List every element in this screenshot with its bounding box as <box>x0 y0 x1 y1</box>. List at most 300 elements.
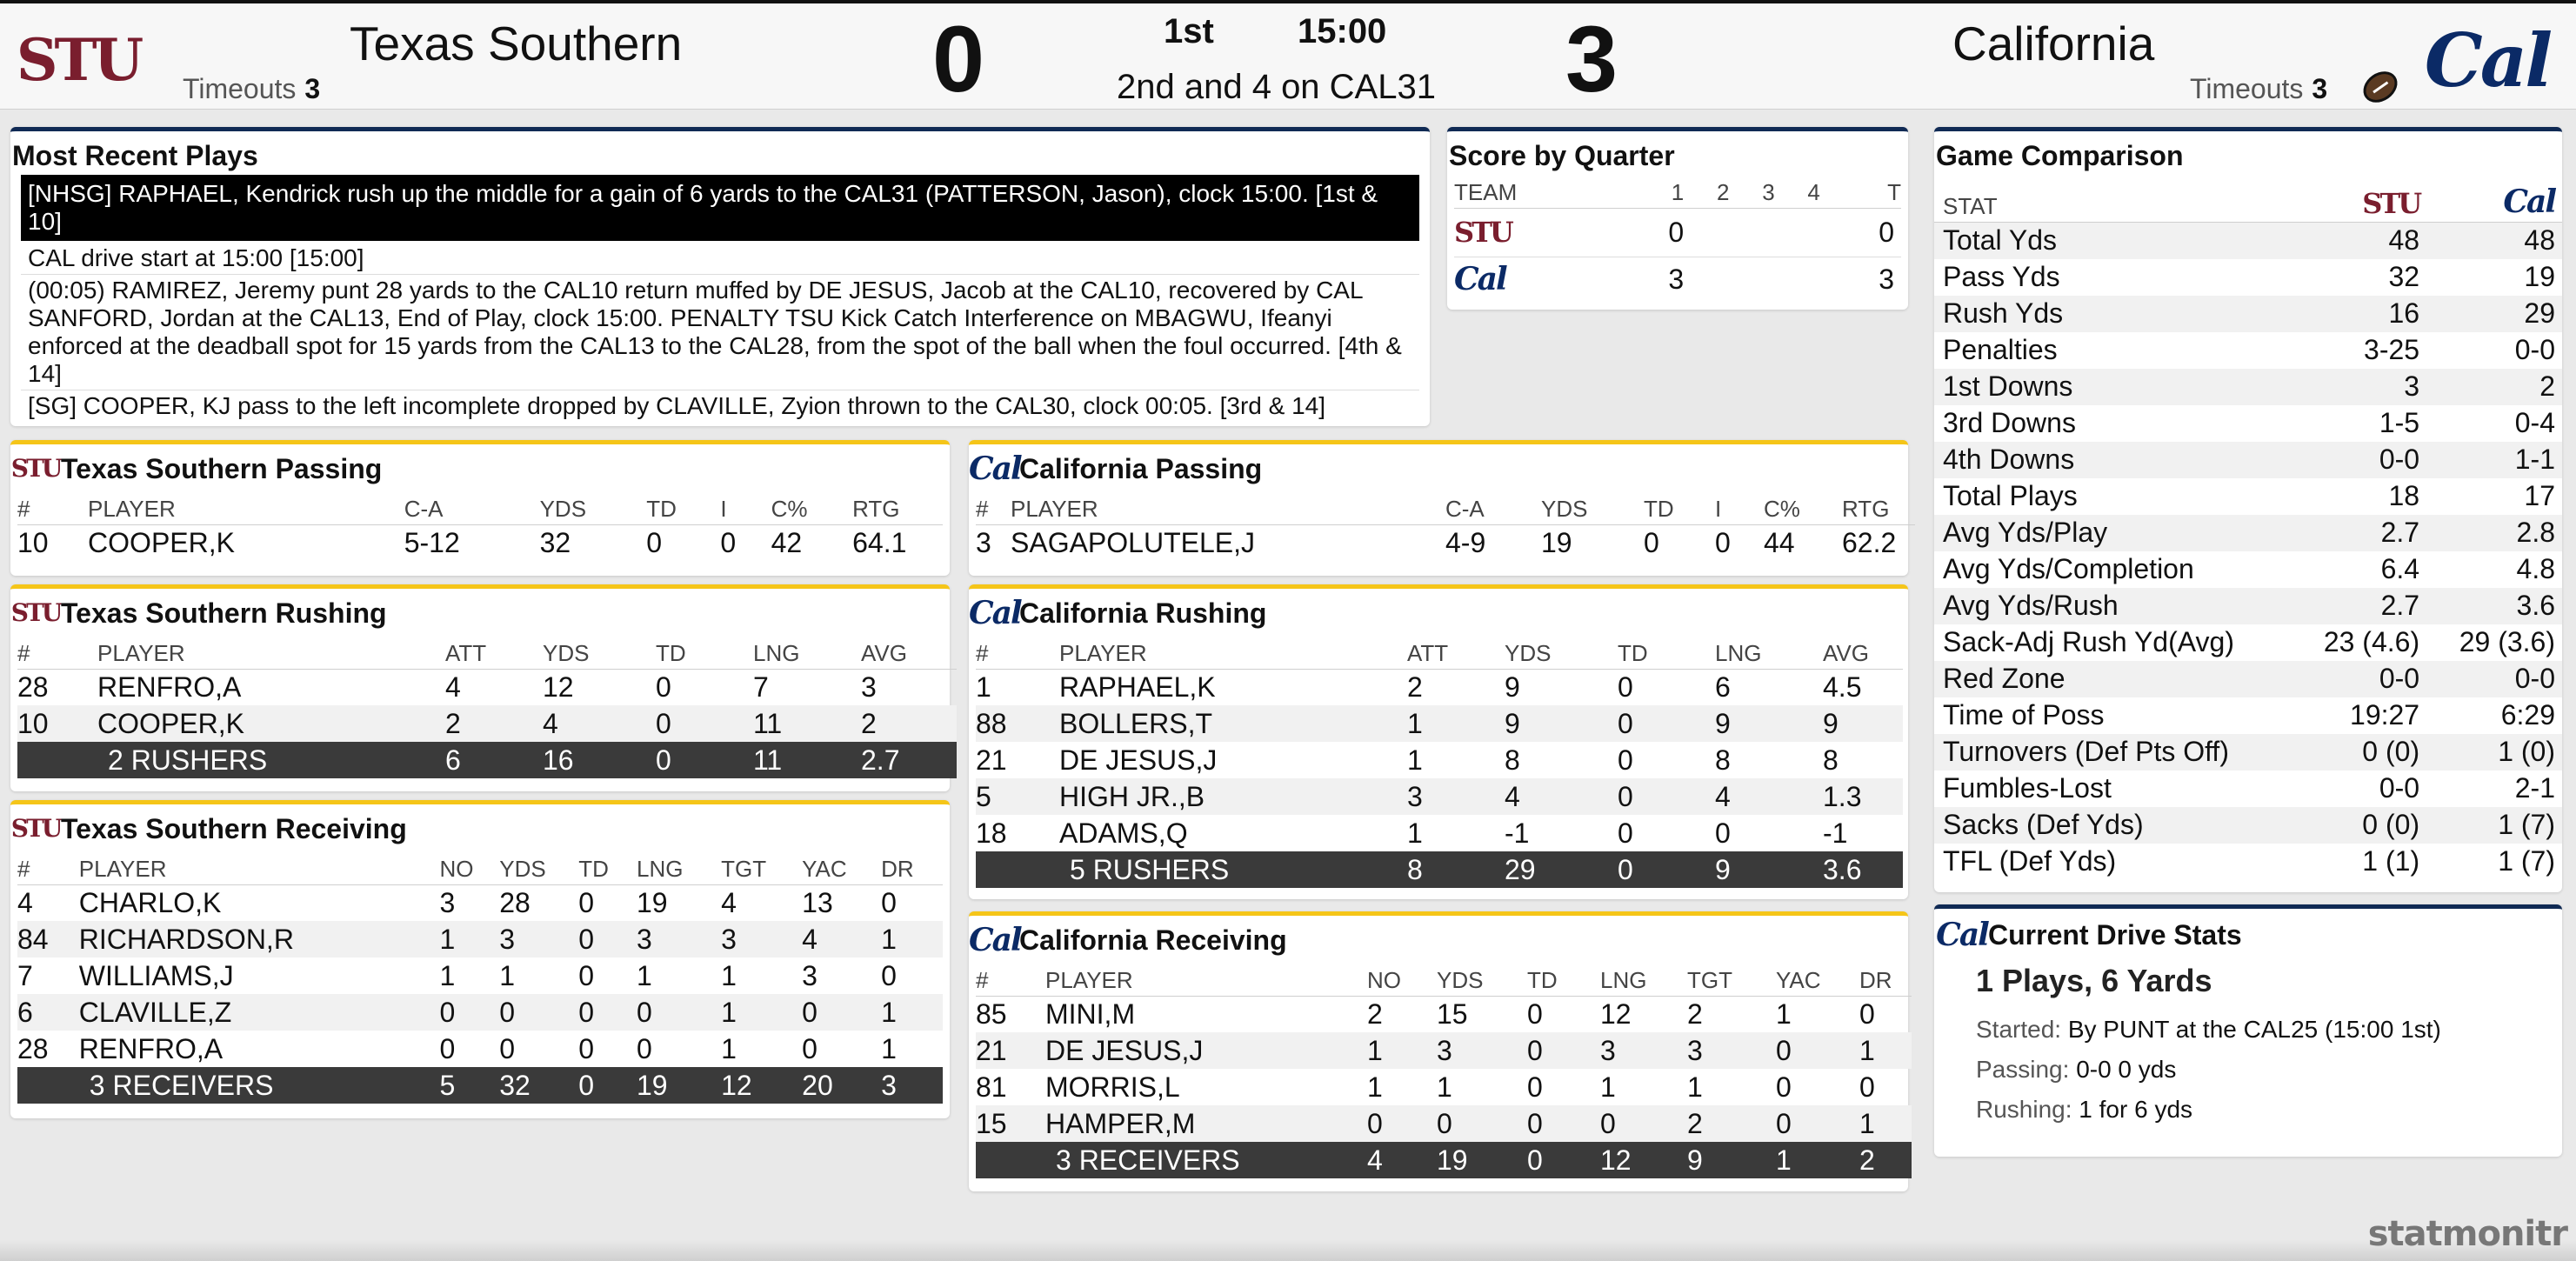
statmonitr-logo: statmonitr <box>2367 1214 2567 1254</box>
col-header: I <box>1715 491 1764 524</box>
comparison-row <box>1934 697 2562 734</box>
table-row[interactable] <box>17 705 957 742</box>
col-header: TGT <box>1687 963 1776 996</box>
texas-southern-rushing-panel <box>10 584 950 791</box>
panel-title-text: Texas Southern Passing <box>61 453 383 484</box>
table-row[interactable] <box>976 778 1903 815</box>
stat-cell: 4 <box>17 886 33 918</box>
stat-cell: 3 <box>721 921 802 957</box>
game-comparison-panel <box>1934 127 2562 892</box>
stat-cell: 8 <box>1823 744 1839 776</box>
california-receiving-panel <box>969 911 1908 1191</box>
totals-cell: 2 <box>1859 1142 1912 1178</box>
panel-title <box>969 594 1908 632</box>
texas-southern-passing-panel <box>10 440 950 576</box>
stat-cell: 3 <box>439 886 456 918</box>
stat-label: Penalties <box>1943 334 2058 365</box>
stat-cell: 7 <box>17 959 33 991</box>
q4-score <box>1775 208 1820 257</box>
score-by-quarter-panel <box>1447 127 1908 310</box>
stat-cell: 0 <box>1527 1032 1600 1069</box>
col-header: YDS <box>540 491 647 524</box>
col-header: PLAYER <box>88 491 404 524</box>
stat-cell: 1 <box>1859 1105 1912 1142</box>
col-header: T <box>1820 175 1901 208</box>
stat-cell: 1 <box>1407 817 1423 849</box>
col-header: RTG <box>852 491 943 524</box>
player-name: RENFRO,A <box>97 671 242 703</box>
comparison-row <box>1934 734 2562 771</box>
totals-cell <box>17 1067 79 1104</box>
stat-cell: 0 <box>1618 671 1633 703</box>
stat-cell: 8 <box>1505 744 1520 776</box>
stat-cell: 3 <box>861 671 877 703</box>
stat-cell: 0 <box>656 671 671 703</box>
totals-cell: 12 <box>721 1067 802 1104</box>
comparison-row <box>1934 259 2562 296</box>
col-header: YDS <box>499 851 578 884</box>
col-header: STAT <box>1934 183 2299 223</box>
stat-cell: 64.1 <box>852 526 907 558</box>
play-item[interactable]: CAL drive start at 15:00 [15:00] <box>21 243 1419 275</box>
col-header: 1 <box>1628 175 1684 208</box>
col-header: # <box>17 636 97 669</box>
play-item[interactable]: (00:05) RAMIREZ, Jeremy punt 28 yards to the CAL10 return muffed by DE JESUS, Jacob at the CAL10, recovered by CAL SANFORD, Jordan at the CAL13, End of Play, clock 15:00. PENALTY TSU Kick Catch Interference on MBAGWU, Ifeanyi enforced at the deadball spot for 15 yards from the CAL13 to the CAL28, from the spot of the ball when the foul occurred. [4th & 14] <box>21 275 1419 390</box>
texas-southern-logo: STU <box>10 454 61 483</box>
stat-label: 4th Downs <box>1934 442 2299 478</box>
scoreboard-header <box>0 0 2576 110</box>
stat-cell: 9 <box>1505 705 1618 742</box>
home-stat-value: 1 (1) <box>2362 845 2420 877</box>
player-name: WILLIAMS,J <box>78 959 234 991</box>
away-stat-value: 1-1 <box>2437 442 2562 478</box>
stat-cell: 0 <box>1715 526 1731 558</box>
away-stat-value: 19 <box>2524 261 2555 292</box>
col-header: PLAYER <box>1011 491 1445 524</box>
stat-cell: 3 <box>976 526 991 558</box>
player-name: RICHARDSON,R <box>79 921 440 957</box>
total-score: 0 <box>1879 216 1894 248</box>
stat-cell: 3 <box>1687 1032 1776 1069</box>
california-passing-panel <box>969 440 1908 576</box>
col-header: YAC <box>802 851 881 884</box>
stat-cell: 5 <box>976 778 1059 815</box>
player-name: DE JESUS,J <box>1059 744 1218 776</box>
stat-cell: 10 <box>17 526 49 558</box>
comparison-row <box>1934 442 2562 478</box>
q2-score <box>1684 208 1729 257</box>
stat-cell: 0 <box>646 526 662 558</box>
home-stat-value: 18 <box>2388 480 2420 511</box>
texas-southern-logo: STU <box>16 26 141 94</box>
col-header: C-A <box>1445 491 1541 524</box>
stat-label: Sack-Adj Rush Yd(Avg) <box>1943 626 2234 657</box>
totals-cell: 0 <box>1527 1142 1600 1178</box>
comparison-row <box>1934 515 2562 551</box>
totals-cell: 2.7 <box>861 742 957 778</box>
totals-cell <box>17 742 97 778</box>
stat-cell: 62.2 <box>1842 526 1897 558</box>
texas-southern-logo: STU <box>2362 187 2420 220</box>
game-clock: 15:00 <box>1298 12 1387 50</box>
stat-cell: 84 <box>17 921 79 957</box>
table-row[interactable] <box>976 1032 1912 1069</box>
player-name: ADAMS,Q <box>1059 817 1188 849</box>
texas-southern-receiving-panel <box>10 800 950 1118</box>
stat-cell: 0 <box>656 705 753 742</box>
table-row[interactable] <box>17 921 943 957</box>
away-score: 3 <box>1565 6 1618 111</box>
stat-cell: 19 <box>637 886 668 918</box>
col-header: LNG <box>1715 636 1823 669</box>
table-row[interactable] <box>17 994 943 1031</box>
totals-cell: 0 <box>656 742 753 778</box>
panel-title: Score by Quarter <box>1449 140 1675 171</box>
stat-cell: 1 <box>881 921 943 957</box>
col-header: PLAYER <box>1045 963 1367 996</box>
col-header: # <box>976 491 1011 524</box>
table-row[interactable] <box>976 1105 1912 1142</box>
game-period: 1st <box>1164 12 1214 50</box>
stat-cell: 1 <box>1367 1071 1383 1103</box>
totals-label: 3 RECEIVERS <box>1045 1142 1367 1178</box>
stat-cell: 0 <box>1859 997 1875 1030</box>
stat-cell: 5-12 <box>404 526 460 558</box>
stat-cell: -1 <box>1823 817 1848 849</box>
stat-cell: 0 <box>439 1032 456 1064</box>
col-header: TD <box>1618 636 1715 669</box>
stat-cell: 0 <box>1600 1105 1687 1142</box>
stat-cell: 9 <box>1823 705 1903 742</box>
table-row[interactable] <box>976 669 1903 705</box>
table-row[interactable] <box>976 996 1912 1032</box>
stat-cell: 3 <box>499 921 578 957</box>
stat-cell: 0 <box>1527 1071 1543 1103</box>
score-by-quarter-table <box>1454 175 1901 302</box>
totals-cell: 12 <box>1600 1142 1687 1178</box>
away-stat-value: 3.6 <box>2437 588 2562 624</box>
texas-southern-logo: STU <box>10 598 61 627</box>
stat-cell: 81 <box>976 1071 1007 1103</box>
away-stat-value: 0-4 <box>2514 407 2555 438</box>
current-drive-panel <box>1934 904 2562 1157</box>
stat-cell: 0 <box>578 994 637 1031</box>
california-logo: Cal <box>969 922 1021 958</box>
table-row[interactable] <box>976 524 1915 561</box>
home-stat-value: 1-5 <box>2379 407 2420 438</box>
home-score: 0 <box>932 6 985 111</box>
panel-title-text: California Rushing <box>1019 597 1267 629</box>
away-stat-value: 2.8 <box>2437 515 2562 551</box>
stat-cell: 85 <box>976 997 1007 1030</box>
comparison-row <box>1934 332 2562 369</box>
table-row[interactable] <box>976 1069 1912 1105</box>
stat-cell: 2 <box>445 705 543 742</box>
col-header: 3 <box>1729 175 1774 208</box>
col-header: TD <box>1644 491 1715 524</box>
panel-title <box>969 921 1908 959</box>
stat-cell: 0 <box>1776 1105 1859 1142</box>
totals-row <box>976 851 1903 888</box>
home-stat-value: 0 (0) <box>2299 734 2437 771</box>
stat-cell: 0 <box>1715 817 1731 849</box>
totals-cell: 19 <box>1437 1142 1527 1178</box>
drive-title: Current Drive Stats <box>1988 919 2242 951</box>
col-header: PLAYER <box>79 851 440 884</box>
home-stat-value: 2.7 <box>2299 588 2437 624</box>
panel-title <box>1934 916 2562 954</box>
away-team-name: California <box>1952 17 2155 70</box>
totals-cell <box>976 851 1059 888</box>
stat-cell: 0 <box>637 1032 652 1064</box>
comparison-row <box>1934 478 2562 515</box>
q2-score <box>1684 257 1729 302</box>
player-name: SAGAPOLUTELE,J <box>1011 526 1255 558</box>
stat-label: Rush Yds <box>1934 296 2299 332</box>
stat-cell: 1 <box>1407 744 1423 776</box>
totals-cell: 9 <box>1687 1142 1776 1178</box>
player-name: BOLLERS,T <box>1059 705 1407 742</box>
stat-cell: 88 <box>976 705 1059 742</box>
stat-cell: 0 <box>802 1032 818 1064</box>
stat-cell: 18 <box>976 817 1007 849</box>
table-row <box>1454 257 1901 302</box>
col-header: PLAYER <box>1059 636 1407 669</box>
home-team-name: Texas Southern <box>350 17 683 70</box>
totals-cell: 1 <box>1776 1142 1859 1178</box>
col-header: AVG <box>861 636 957 669</box>
totals-cell: 3 <box>881 1067 943 1104</box>
player-name: DE JESUS,J <box>1045 1032 1367 1069</box>
stat-cell: 0 <box>1618 744 1633 776</box>
stat-cell: 1 <box>1367 1032 1437 1069</box>
totals-cell: 3.6 <box>1823 851 1903 888</box>
totals-cell: 0 <box>578 1067 637 1104</box>
play-item[interactable]: [SG] COOPER, KJ pass to the left incomplete dropped by CLAVILLE, Zyion thrown to the CAL30, clock 00:05. [3rd & 14] <box>28 392 1326 419</box>
player-name: COOPER,K <box>88 526 235 558</box>
stat-cell: 1 <box>499 959 516 991</box>
away-stat-value: 4.8 <box>2516 553 2555 584</box>
away-stat-value: 0-0 <box>2514 334 2555 365</box>
stat-cell: 2 <box>1687 1105 1776 1142</box>
totals-cell: 6 <box>445 742 543 778</box>
col-header: I <box>720 491 771 524</box>
comparison-row <box>1934 223 2562 259</box>
stat-cell: 28 <box>17 671 49 703</box>
table-row[interactable] <box>17 957 943 994</box>
comparison-row <box>1934 588 2562 624</box>
stat-cell: 1 <box>1437 1071 1452 1103</box>
california-logo: Cal <box>1936 917 1988 953</box>
totals-cell: 19 <box>637 1067 721 1104</box>
stat-cell: 1 <box>721 994 802 1031</box>
table-row[interactable] <box>17 524 943 561</box>
stat-cell: 19 <box>1541 526 1572 558</box>
table-row[interactable] <box>976 742 1903 778</box>
stat-cell: 42 <box>771 526 803 558</box>
totals-row <box>17 742 957 778</box>
california-rushing-panel <box>969 584 1908 899</box>
down-and-distance: 2nd and 4 on CAL31 <box>1117 68 1436 106</box>
totals-cell: 5 <box>439 1067 499 1104</box>
totals-cell: 20 <box>802 1067 881 1104</box>
stat-label: Turnovers (Def Pts Off) <box>1934 734 2299 771</box>
totals-cell: 9 <box>1715 851 1823 888</box>
q3-score <box>1729 257 1774 302</box>
stat-cell: 0 <box>1859 1071 1875 1103</box>
col-header: YDS <box>1437 963 1527 996</box>
home-stat-value: 0-0 <box>2299 661 2437 697</box>
panel-title <box>10 810 950 848</box>
stat-cell: 9 <box>1505 671 1520 703</box>
stat-cell: 10 <box>17 705 97 742</box>
comparison-row <box>1934 296 2562 332</box>
col-header: YDS <box>1541 491 1644 524</box>
stat-cell: 4-9 <box>1445 526 1486 558</box>
stat-cell: 0 <box>1776 1071 1792 1103</box>
stat-cell: 32 <box>539 526 571 558</box>
col-header: RTG <box>1842 491 1915 524</box>
stat-cell: 1 <box>721 1032 737 1064</box>
totals-label: 3 RECEIVERS <box>79 1067 440 1104</box>
stat-cell: 1 <box>1776 997 1792 1030</box>
stat-cell: 1 <box>976 671 991 703</box>
col-header: C-A <box>404 491 540 524</box>
stat-cell: 0 <box>578 959 595 991</box>
table-row[interactable] <box>17 1031 943 1067</box>
california-logo: Cal <box>1454 261 1506 298</box>
stat-cell: 0 <box>1618 778 1715 815</box>
totals-cell: 32 <box>499 1067 578 1104</box>
comparison-table <box>1934 183 2562 880</box>
away-stat-value: 48 <box>2437 223 2562 259</box>
stat-cell: 4 <box>721 886 737 918</box>
stat-label: Time of Poss <box>1943 699 2105 731</box>
q3-score <box>1729 208 1774 257</box>
comparison-row <box>1934 369 2562 405</box>
col-header: 4 <box>1775 175 1820 208</box>
home-stat-value: 19:27 <box>2350 699 2420 731</box>
panel-title: Most Recent Plays <box>12 140 258 171</box>
stat-label: Red Zone <box>1934 661 2299 697</box>
stat-cell: 2 <box>861 705 957 742</box>
col-header: PLAYER <box>97 636 445 669</box>
home-stat-value: 48 <box>2299 223 2437 259</box>
stat-cell: 28 <box>499 886 531 918</box>
stat-cell: 1 <box>637 959 652 991</box>
drive-summary: 1 Plays, 6 Yards <box>1976 963 2212 998</box>
stat-cell: 15 <box>976 1105 1045 1142</box>
stat-cell: 3 <box>1437 1032 1527 1069</box>
stat-cell: 0 <box>1618 705 1715 742</box>
stat-cell: 2 <box>1367 997 1383 1030</box>
stat-cell: 0 <box>637 994 721 1031</box>
stat-label: Total Yds <box>1934 223 2299 259</box>
stat-label: Avg Yds/Play <box>1934 515 2299 551</box>
home-stat-value: 3-25 <box>2364 334 2420 365</box>
totals-cell: 0 <box>1618 851 1715 888</box>
away-stat-value: 17 <box>2524 480 2555 511</box>
stat-cell: 8 <box>1715 744 1731 776</box>
stat-label: Avg Yds/Completion <box>1943 553 2194 584</box>
totals-cell: 8 <box>1407 851 1505 888</box>
away-stat-value: 0-0 <box>2437 661 2562 697</box>
most-recent-plays-panel <box>10 127 1430 426</box>
california-logo: Cal <box>2424 17 2551 103</box>
comparison-row <box>1934 624 2562 661</box>
drive-rushing: Rushing: 1 for 6 yds <box>1976 1096 2193 1123</box>
stat-cell: 0 <box>720 526 737 558</box>
stat-cell: -1 <box>1505 817 1530 849</box>
away-stat-value: 2 <box>2437 369 2562 405</box>
stat-cell: 0 <box>578 886 595 918</box>
player-name: MORRIS,L <box>1045 1071 1180 1103</box>
stat-cell: 28 <box>17 1032 49 1064</box>
q1-score: 3 <box>1668 263 1685 295</box>
home-timeouts: Timeouts 3 <box>183 73 321 104</box>
player-name: HAMPER,M <box>1045 1105 1367 1142</box>
comparison-row <box>1934 771 2562 807</box>
col-header: LNG <box>753 636 861 669</box>
col-header: YDS <box>543 636 656 669</box>
football-icon <box>2358 65 2404 109</box>
totals-cell: 29 <box>1505 851 1618 888</box>
stat-label: Avg Yds/Rush <box>1934 588 2299 624</box>
panel-title: Game Comparison <box>1936 140 2184 171</box>
stat-cell: 0 <box>499 1032 516 1064</box>
home-stat-value: 0-0 <box>2379 772 2420 804</box>
away-stat-value: 1 (7) <box>2498 845 2555 877</box>
home-stat-value: 16 <box>2299 296 2437 332</box>
col-header: # <box>17 851 79 884</box>
current-play[interactable]: [NHSG] RAPHAEL, Kendrick rush up the middle for a gain of 6 yards to the CAL31 (PATTERSON, Jason), clock 15:00. [1st & 10] <box>21 175 1419 241</box>
col-header: DR <box>1859 963 1912 996</box>
home-stat-value: 0-0 <box>2299 442 2437 478</box>
stat-cell: 0 <box>1527 997 1543 1030</box>
player-name: RENFRO,A <box>78 1032 224 1064</box>
col-header: # <box>976 963 1045 996</box>
table-row[interactable] <box>17 669 957 705</box>
stat-cell: 12 <box>543 671 574 703</box>
col-header: YDS <box>1505 636 1618 669</box>
stat-cell: 4 <box>1505 778 1618 815</box>
total-score: 3 <box>1879 263 1894 295</box>
stat-cell: 0 <box>578 921 637 957</box>
table-row[interactable] <box>976 815 1903 851</box>
stat-cell: 0 <box>439 994 499 1031</box>
totals-row <box>17 1067 943 1104</box>
col-header: AVG <box>1823 636 1903 669</box>
stat-cell: 0 <box>802 994 881 1031</box>
stats-table <box>976 963 1912 1178</box>
player-name: MINI,M <box>1045 997 1136 1030</box>
stat-cell: 0 <box>1644 526 1659 558</box>
table-row <box>1454 208 1901 257</box>
stat-cell: 0 <box>578 1032 595 1064</box>
stat-cell: 4 <box>1715 778 1823 815</box>
comparison-row <box>1934 551 2562 588</box>
col-header: TGT <box>721 851 802 884</box>
stat-label: Sacks (Def Yds) <box>1934 807 2299 844</box>
table-row[interactable] <box>17 884 943 921</box>
stat-cell: 1 <box>439 921 499 957</box>
home-stat-value: 2.7 <box>2299 515 2437 551</box>
stats-table <box>17 491 943 561</box>
stat-cell: 13 <box>802 886 833 918</box>
table-row[interactable] <box>976 705 1903 742</box>
comparison-row <box>1934 661 2562 697</box>
california-logo: Cal <box>969 450 1021 487</box>
